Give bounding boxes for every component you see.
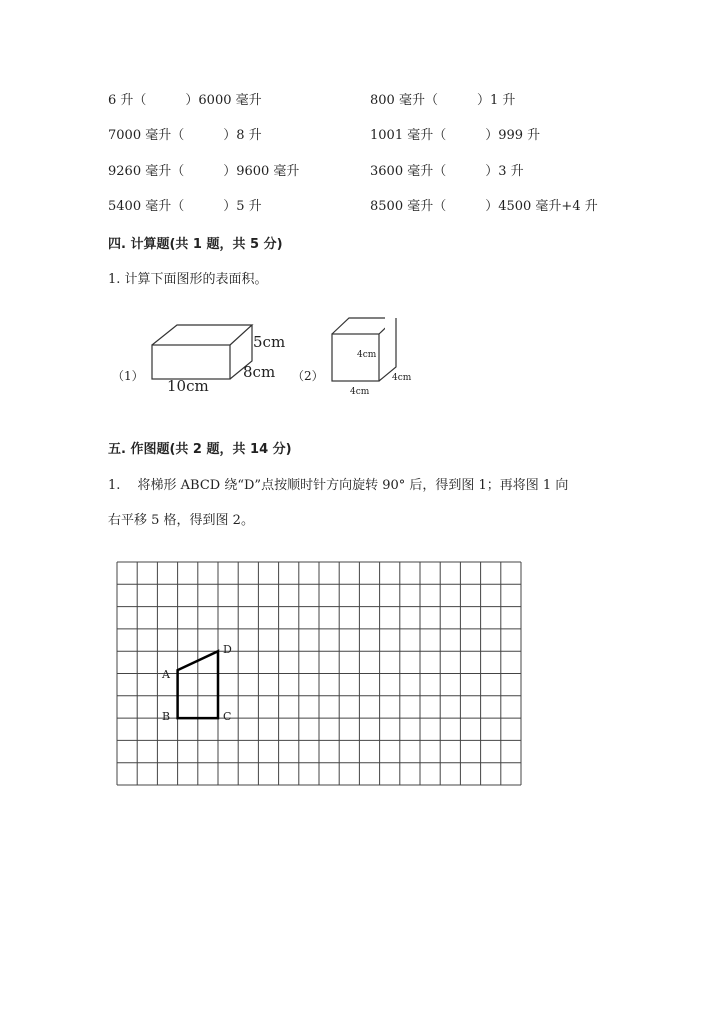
point-d-label: D xyxy=(223,643,232,656)
section5-q1-line2: 右平移 5 格，得到图 2。 xyxy=(108,513,254,528)
section5-q1-line1: 1. 将梯形 ABCD 绕“D”点按顺时针方向旋转 90° 后，得到图 1；再将图 1 向 xyxy=(108,478,569,493)
compare-right-1: 800 毫升（ ）1 升 xyxy=(370,93,516,108)
cuboid-width: 8cm xyxy=(243,363,276,381)
section4-title: 四. 计算题(共 1 题，共 5 分) xyxy=(108,237,283,252)
cube-edge-b: 4cm xyxy=(392,373,412,383)
compare-right-4: 8500 毫升（ ）4500 毫升+4 升 xyxy=(370,199,598,214)
fig1-label: （1） xyxy=(112,369,144,383)
square-grid xyxy=(110,555,530,795)
point-b-label: B xyxy=(162,710,171,723)
section5-title: 五. 作图题(共 2 题，共 14 分) xyxy=(108,442,292,457)
compare-left-2: 7000 毫升（ ）8 升 xyxy=(108,128,262,143)
cube-edge-c: 4cm xyxy=(350,387,370,397)
compare-left-1: 6 升（ ）6000 毫升 xyxy=(108,93,262,108)
compare-left-3: 9260 毫升（ ）9600 毫升 xyxy=(108,164,300,179)
compare-right-3: 3600 毫升（ ）3 升 xyxy=(370,164,524,179)
compare-left-4: 5400 毫升（ ）5 升 xyxy=(108,199,262,214)
compare-right-2: 1001 毫升（ ）999 升 xyxy=(370,128,541,143)
point-c-label: C xyxy=(223,710,232,723)
point-a-label: A xyxy=(162,668,170,681)
fig2-label: （2） xyxy=(292,369,324,383)
section4-q1: 1. 计算下面图形的表面积。 xyxy=(108,272,268,287)
cuboid-figure xyxy=(140,318,290,400)
cuboid-length: 10cm xyxy=(167,377,209,395)
cube-edge-a: 4cm xyxy=(357,350,377,360)
cuboid-height: 5cm xyxy=(253,333,286,351)
